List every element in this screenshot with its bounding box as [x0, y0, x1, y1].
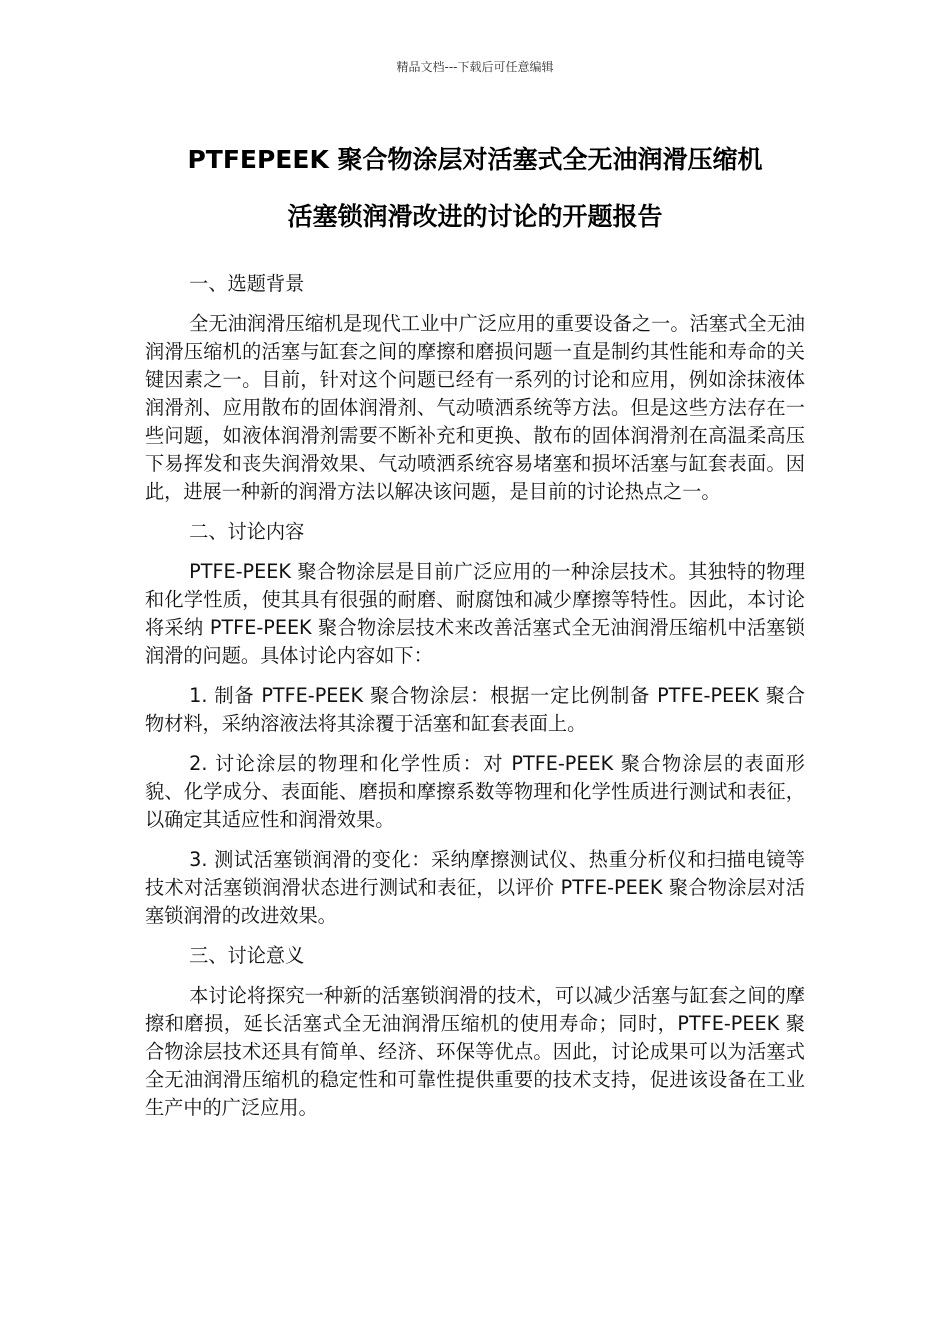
- paragraph: 全无油润滑压缩机是现代工业中广泛应用的重要设备之一。活塞式全无油润滑压缩机的活塞与缸套之间的摩擦和磨损问题一直是制约其性能和寿命的关键因素之一。目前，针对这个问题已经有一系列的讨论和应用，例如涂抹液体润滑剂、应用散布的固体润滑剂、气动喷洒系统等方法。但是这些方法存在一些问题，如液体润滑剂需要不断补充和更换、散布的固体润滑剂在高温柔高压下易挥发和丧失润滑效果、气动喷洒系统容易堵塞和损坏活塞与缸套表面。因此，进展一种新的润滑方法以解决该问题，是目前的讨论热点之一。: [145, 312, 805, 503]
- document-title-line-2: 活塞锁润滑改进的讨论的开题报告: [287, 202, 663, 231]
- section-heading: 一、选题背景: [189, 272, 305, 295]
- section-background: [145, 270, 805, 506]
- section-heading: 三、讨论意义: [189, 944, 305, 967]
- paragraph: PTFE-PEEK 聚合物涂层是目前广泛应用的一种涂层技术。其独特的物理和化学性质，使其具有很强的耐磨、耐腐蚀和减少摩擦等特性。因此，本讨论将采纳 PTFE-PEEK 聚合物涂层技术来改善活塞式全无油润滑压缩机中活塞锁润滑的问题。具体讨论内容如下：: [145, 560, 805, 667]
- list-item: 1. 制备 PTFE-PEEK 聚合物涂层：根据一定比例制备 PTFE-PEEK 聚合物材料，采纳溶液法将其涂覆于活塞和缸套表面上。: [145, 684, 805, 735]
- header-note: 精品文档---下载后可任意编辑: [396, 60, 554, 74]
- document-body: [145, 270, 805, 1134]
- section-heading: 二、讨论内容: [189, 520, 305, 543]
- section-research-content: [145, 518, 805, 930]
- paragraph: 本讨论将探究一种新的活塞锁润滑的技术，可以减少活塞与缸套之间的摩擦和磨损，延长活塞式全无油润滑压缩机的使用寿命；同时，PTFE-PEEK 聚合物涂层技术还具有简单、经济、环保等优点。因此，讨论成果可以为活塞式全无油润滑压缩机的稳定性和可靠性提供重要的技术支持，促进该设备在工业生产中的广泛应用。: [145, 984, 805, 1119]
- list-item: 3. 测试活塞锁润滑的变化：采纳摩擦测试仪、热重分析仪和扫描电镜等技术对活塞锁润滑状态进行测试和表征，以评价 PTFE-PEEK 聚合物涂层对活塞锁润滑的改进效果。: [145, 848, 805, 927]
- list-item: 2. 讨论涂层的物理和化学性质：对 PTFE-PEEK 聚合物涂层的表面形貌、化学成分、表面能、磨损和摩擦系数等物理和化学性质进行测试和表征，以确定其适应性和润滑效果。: [145, 752, 805, 831]
- section-significance: [145, 942, 805, 1122]
- document-title-line-1: PTFEPEEK 聚合物涂层对活塞式全无油润滑压缩机: [187, 145, 763, 174]
